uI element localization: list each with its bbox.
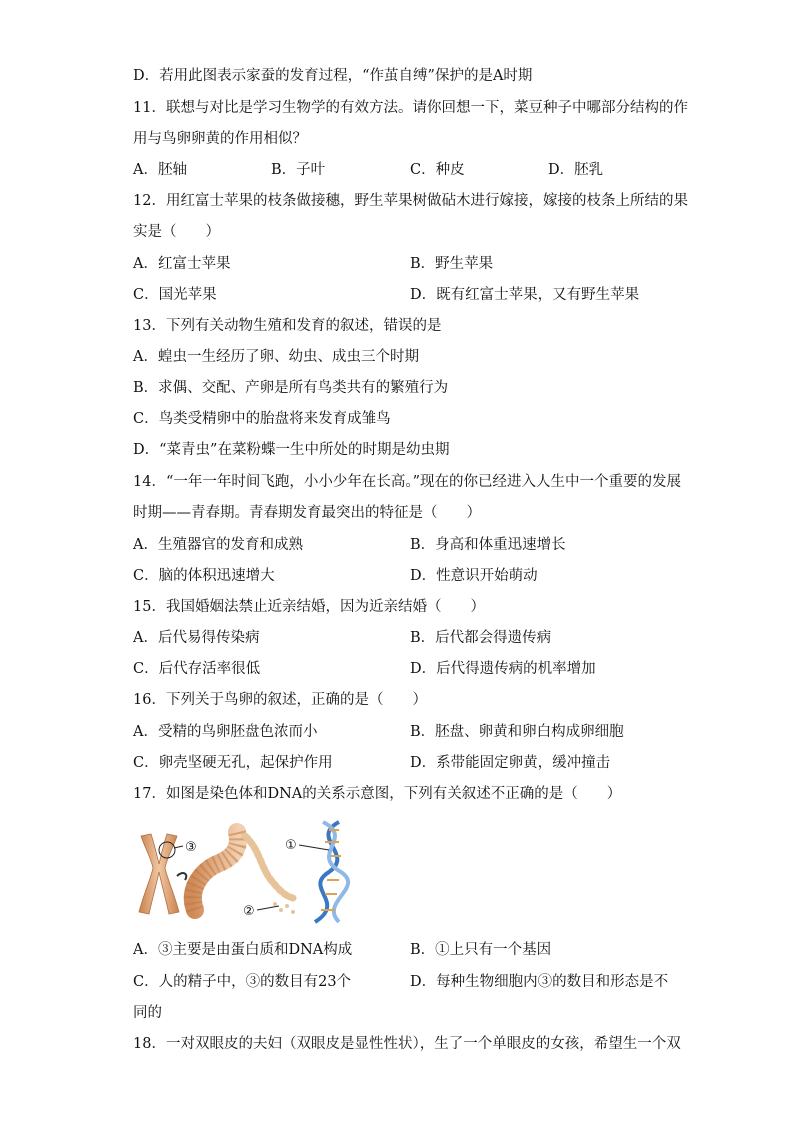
q17-option-d: D．每种生物细胞内③的数目和形态是不 [410,974,669,990]
q15-stem: 15．我国婚姻法禁止近亲结婚，因为近亲结婚（ ） [133,599,485,615]
q17-option-b: B．①上只有一个基因 [410,942,552,958]
q13-stem: 13．下列有关动物生殖和发育的叙述，错误的是 [133,318,442,334]
q11-stem-line2: 用与鸟卵卵黄的作用相似？ [133,131,307,147]
q12-stem-line2: 实是（ ） [133,224,220,240]
q13-option-c: C．鸟类受精卵中的胎盘将来发育成雏鸟 [133,411,391,427]
q11-option-c: C．种皮 [410,162,465,178]
label3: ③ [185,840,197,855]
q13-option-b: B．求偶、交配、产卵是所有鸟类共有的繁殖行为 [133,380,449,396]
q11-option-a: A．胚轴 [133,162,187,178]
q16-option-b: B．胚盘、卵黄和卵白构成卵细胞 [410,724,624,740]
supercoil-icon [193,832,238,910]
diagram-svg [133,818,365,926]
dna-helix-icon [315,822,348,922]
q13-option-d: D．“菜青虫”在菜粉蝶一生中所处的时期是幼虫期 [133,442,450,458]
q16-option-a: A．受精的鸟卵胚盘色浓而小 [133,724,318,740]
q12-option-b: B．野生苹果 [410,256,494,272]
chromosome-dna-diagram [133,818,365,926]
q16-stem: 16．下列关于鸟卵的叙述，正确的是（ ） [133,692,427,708]
q14-stem-line2: 时期——青春期。青春期发育最突出的特征是（ ） [133,505,481,521]
q14-option-a: A．生殖器官的发育和成熟 [133,537,303,553]
q12-stem-line1: 12．用红富士苹果的枝条做接穗，野生苹果树做砧木进行嫁接，嫁接的枝条上所结的果 [133,193,688,209]
q12-option-a: A．红富士苹果 [133,256,231,272]
q17-option-d-wrap: 同的 [133,1005,162,1021]
q14-option-b: B．身高和体重迅速增长 [410,537,566,553]
q14-option-c: C．脑的体积迅速增大 [133,568,275,584]
q15-option-a: A．后代易得传染病 [133,630,260,646]
q14-option-d: D．性意识开始萌动 [410,568,538,584]
q16-option-d: D．系带能固定卵黄，缓冲撞击 [410,755,611,771]
label1: ① [285,838,297,853]
q15-option-b: B．后代都会得遗传病 [410,630,552,646]
chromosome-icon [139,834,179,914]
q15-option-c: C．后代存活率很低 [133,661,261,677]
q12-option-d: D．既有红富士苹果，又有野生苹果 [410,287,640,303]
q13-option-a: A．蝗虫一生经历了卵、幼虫、成虫三个时期 [133,349,419,365]
q17-option-c: C．人的精子中，③的数目有23个 [133,974,352,990]
label1-leader [299,845,329,850]
q11-option-d: D．胚乳 [548,162,604,178]
q11-stem-line1: 11．联想与对比是学习生物学的有效方法。请你回想一下，菜豆种子中哪部分结构的作 [133,100,688,116]
pointer-hook [177,873,186,880]
label2: ② [243,904,255,919]
label3-leader [174,846,183,848]
q10-option-d: D．若用此图表示家蚕的发育过程，“作茧自缚”保护的是A时期 [133,68,533,84]
q17-option-a: A．③主要是由蛋白质和DNA构成 [133,942,353,958]
q12-option-c: C．国光苹果 [133,287,217,303]
q18-stem: 18．一对双眼皮的夫妇（双眼皮是显性性状），生了一个单眼皮的女孩，希望生一个双 [133,1036,681,1052]
q14-stem-line1: 14．“一年一年时间飞跑，小小少年在长高。”现在的你已经进入人生中一个重要的发展 [133,474,682,490]
q11-option-b: B．子叶 [271,162,326,178]
q16-option-c: C．卵壳坚硬无孔，起保护作用 [133,755,333,771]
q17-stem: 17．如图是染色体和DNA的关系示意图，下列有关叙述不正确的是（ ） [133,786,622,802]
label2-leader [257,906,279,910]
q15-option-d: D．后代得遗传病的机率增加 [410,661,596,677]
